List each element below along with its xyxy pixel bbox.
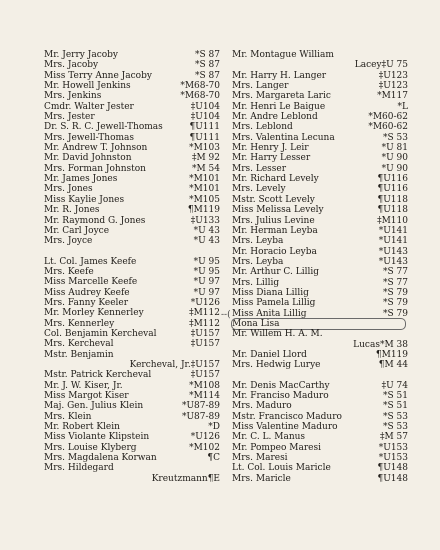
list-entry [232, 278, 408, 288]
entry-name: Mr. Robert Klein [44, 422, 120, 433]
list-entry [232, 91, 408, 101]
entry-name: Mr. Harry H. Langer [232, 70, 327, 81]
entry-name: Mrs. Fanny Keeler [44, 297, 129, 308]
entry-code: *U 95 [193, 266, 220, 277]
list-entry [44, 422, 220, 432]
entry-code: *M101 [189, 184, 220, 195]
list-entry [44, 288, 220, 298]
entry-name: Mrs. Leyba [232, 256, 284, 267]
entry-name: Mrs. Jewell-Thomas [44, 132, 135, 143]
entry-name: Mrs. Hildegard [44, 463, 114, 474]
list-entry [232, 102, 408, 112]
list-entry [44, 226, 220, 236]
entry-name: Mrs. Levely [232, 184, 286, 195]
entry-code: *M101 [189, 174, 220, 185]
entry-code: ‡U 75 [381, 60, 408, 71]
entry-code: ‡M112 [189, 318, 220, 329]
list-entry [44, 195, 220, 205]
entry-name: Miss Diana Lillig [232, 287, 309, 298]
entry-name: Dr. S. R. C. Jewell-Thomas [44, 122, 163, 133]
entry-code: ¶M119 [187, 205, 220, 216]
list-entry [232, 184, 408, 194]
entry-name: Mr. Montague William [232, 50, 334, 60]
entry-code: *S 79 [383, 298, 408, 309]
entry-code: ¶M 44 [378, 360, 408, 371]
list-entry [44, 474, 220, 484]
entry-code: *U 81 [381, 143, 408, 154]
list-entry [232, 401, 408, 411]
list-entry [44, 60, 220, 70]
list-entry [44, 102, 220, 112]
entry-code: *U126 [190, 297, 220, 308]
entry-name: Mr. Harry Lesser [232, 153, 311, 164]
entry-code: *U 90 [381, 163, 408, 174]
entry-name: Mrs. Maduro [232, 401, 292, 412]
entry-name: Mrs. Margareta Laric [232, 91, 331, 102]
entry-code: ‡U157 [190, 328, 220, 339]
entry-name: Miss Valentine Maduro [232, 422, 338, 433]
entry-code: *M105 [189, 194, 220, 205]
list-entry [44, 308, 220, 318]
entry-code: ‡M112 [189, 308, 220, 319]
entry-name: Mrs. Jones [44, 184, 93, 195]
list-entry [44, 71, 220, 81]
name-group [232, 381, 408, 484]
list-entry [232, 257, 408, 267]
right-column [232, 50, 408, 484]
pencil-margin-mark: --( [221, 310, 231, 320]
entry-name: Col. Benjamin Kercheval [44, 328, 157, 339]
entry-name: Mr. Franciso Maduro [232, 391, 329, 401]
list-entry [44, 122, 220, 132]
list-entry [44, 360, 220, 370]
list-entry [44, 329, 220, 339]
entry-name: Mrs. Leyba [232, 236, 284, 247]
list-entry [232, 71, 408, 81]
list-entry [44, 277, 220, 287]
entry-name: Mrs. Joyce [44, 236, 93, 247]
entry-name: Mr. J. W. Kiser, Jr. [44, 380, 123, 391]
entry-name: Miss Violante Klipstein [44, 432, 150, 443]
entry-name: Cmdr. Walter Jester [44, 101, 134, 112]
entry-name: Mr. Henri Le Baigue [232, 101, 326, 112]
entry-name: Mrs. Kercheval [44, 339, 114, 350]
entry-code: *U153 [378, 442, 408, 453]
list-entry [232, 422, 408, 432]
left-column [44, 50, 220, 484]
list-entry [232, 60, 408, 70]
entry-code: *U126 [190, 432, 220, 443]
entry-code: *M68-70 [180, 81, 220, 92]
list-entry [44, 164, 220, 174]
list-entry [232, 143, 408, 153]
entry-name: Mrs. Kennerley [44, 318, 115, 329]
entry-code: *U87-89 [181, 401, 220, 412]
entry-name: Maj. Gen. Julius Klein [44, 401, 144, 412]
list-entry [232, 381, 408, 391]
entry-name: Mrs. Forman Johnston [44, 163, 146, 174]
list-entry [44, 184, 220, 194]
entry-code: ¶C [207, 453, 220, 464]
entry-code: *M60-62 [368, 112, 408, 123]
entry-code: *S 53 [383, 411, 408, 422]
list-entry [44, 350, 220, 360]
entry-code: *U 43 [193, 225, 220, 236]
list-entry [44, 401, 220, 411]
entry-name: Lt. Col. James Keefe [44, 256, 137, 267]
list-entry [232, 216, 408, 226]
entry-code: *S 77 [383, 277, 408, 288]
entry-code: ‡U104 [190, 101, 220, 112]
list-entry [232, 112, 408, 122]
list-entry [44, 174, 220, 184]
entry-code: ¶U116 [377, 184, 408, 195]
list-entry [44, 257, 220, 267]
list-entry [232, 350, 408, 360]
list-entry [232, 247, 408, 257]
list-entry [232, 453, 408, 463]
entry-name: Mr. Denis MacCarthy [232, 380, 330, 391]
list-entry [44, 143, 220, 153]
list-entry [232, 133, 408, 143]
entry-code: *S 79 [383, 287, 408, 298]
entry-name: Mrs. Magdalena Korwan [44, 453, 157, 464]
list-entry [232, 474, 408, 484]
list-entry [44, 370, 220, 380]
entry-code: ‡U104 [190, 112, 220, 123]
list-entry [232, 195, 408, 205]
entry-name: Mr. Willem H. A. M. [232, 329, 323, 340]
entry-name: Lucas [353, 339, 380, 350]
list-entry [232, 443, 408, 453]
list-entry [44, 236, 220, 246]
list-entry [232, 236, 408, 246]
list-entry [44, 216, 220, 226]
entry-name: Miss Margot Kiser [44, 391, 129, 401]
entry-code: *U 43 [193, 236, 220, 247]
entry-name: Miss Terry Anne Jacoby [44, 70, 152, 81]
list-entry [44, 50, 220, 60]
name-group [44, 257, 220, 485]
entry-code: *M60-62 [368, 122, 408, 133]
entry-name: Mrs. Keefe [44, 266, 94, 277]
list-entry [44, 339, 220, 349]
entry-name: Mr. Pompeo Maresi [232, 442, 321, 453]
entry-name: Mrs. Jacoby [44, 60, 99, 71]
entry-code: *S 51 [383, 391, 408, 401]
entry-code: *L [397, 101, 408, 112]
entry-name: Miss Marcelle Keefe [44, 277, 138, 288]
entry-name: Kercheval, Jr. [129, 359, 191, 370]
list-entry [232, 329, 408, 339]
entry-code: *U143 [378, 256, 408, 267]
entry-code: ¶U148 [377, 473, 408, 484]
entry-code: ‡M 92 [191, 153, 220, 164]
entry-code: *U87-89 [181, 411, 220, 422]
list-entry [232, 226, 408, 236]
entry-code: ¶U116 [377, 174, 408, 185]
entry-name: Mrs. Jester [44, 112, 95, 123]
entry-code: ¶U118 [377, 205, 408, 216]
list-entry [44, 412, 220, 422]
entry-name: Mr. Andrew T. Johnson [44, 143, 148, 154]
list-entry [232, 288, 408, 298]
entry-name: Mrs. Langer [232, 81, 289, 92]
list-entry [232, 205, 408, 215]
entry-name: Lacey [354, 60, 382, 71]
entry-name: Mr. Andre Leblond [232, 112, 318, 123]
entry-code: ¶U118 [377, 194, 408, 205]
entry-code: *U141 [378, 236, 408, 247]
entry-name: Mr. Howell Jenkins [44, 81, 131, 92]
entry-code: *S 79 [383, 308, 408, 319]
entry-name: Miss Pamela Lillig [232, 298, 316, 309]
entry-code: *S 87 [195, 70, 220, 81]
entry-name: Mstr. Patrick Kercheval [44, 370, 152, 381]
list-entry [232, 267, 408, 277]
entry-code: ‡U157 [190, 359, 220, 370]
list-entry [232, 412, 408, 422]
entry-name: Mr. David Johnston [44, 153, 132, 164]
list-entry [232, 298, 408, 308]
entry-name: Mrs. Valentina Lecuna [232, 132, 335, 143]
entry-code: *M103 [189, 143, 220, 154]
entry-code: *S 87 [195, 60, 220, 71]
entry-code: *D [208, 422, 220, 433]
entry-name: Mrs. Lesser [232, 163, 287, 174]
list-entry [232, 309, 408, 319]
entry-code: *U 95 [193, 256, 220, 267]
entry-code: *M 38 [379, 339, 408, 350]
entry-name: Miss Kaylie Jones [44, 194, 125, 205]
entry-name: Mrs. Louise Klyberg [44, 442, 137, 453]
list-entry [232, 50, 408, 60]
list-entry [44, 443, 220, 453]
entry-name: Mona Lisa [232, 319, 405, 329]
entry-name: Mrs. Klein [44, 411, 92, 422]
entry-code: *U141 [378, 225, 408, 236]
list-entry [44, 91, 220, 101]
entry-code: *M 54 [191, 163, 220, 174]
entry-code: ‡U157 [190, 339, 220, 350]
entry-code: ‡U 74 [381, 380, 408, 391]
entry-code: *M102 [189, 442, 220, 453]
list-entry [232, 340, 408, 350]
entry-code: *M114 [189, 391, 220, 401]
list-entry [44, 298, 220, 308]
entry-name: Mrs. Hedwig Lurye [232, 360, 321, 371]
entry-code: ‡U157 [190, 370, 220, 381]
entry-code: ‡M110 [377, 215, 408, 226]
entry-name: Mrs. Julius Levine [232, 215, 315, 226]
entry-code: *M68-70 [180, 91, 220, 102]
list-entry [232, 360, 408, 370]
entry-code: *U143 [378, 246, 408, 257]
entry-name: Mr. Henry J. Leir [232, 143, 309, 154]
list-entry [44, 381, 220, 391]
entry-name: Miss Audrey Keefe [44, 287, 130, 298]
entry-name: Mr. Carl Joyce [44, 225, 110, 236]
list-entry [232, 153, 408, 163]
entry-name: Mrs. Lillig [232, 277, 280, 288]
entry-name: Miss Anita Lillig [232, 308, 307, 319]
entry-code: *U 97 [193, 277, 220, 288]
list-entry [44, 81, 220, 91]
entry-name: Mstr. Scott Levely [232, 194, 315, 205]
entry-code: *M108 [189, 380, 220, 391]
entry-code: *S 53 [383, 132, 408, 143]
entry-name: Mr. R. Jones [44, 205, 100, 216]
entry-name: Mr. Arthur C. Lillig [232, 267, 319, 278]
entry-name: Mr. James Jones [44, 174, 118, 185]
entry-code: *S 77 [383, 267, 408, 278]
entry-name: Mr. C. L. Manus [232, 432, 306, 443]
entry-name: Mstr. Francisco Maduro [232, 411, 342, 422]
entry-name: Mr. Daniel Llord [232, 349, 307, 360]
list-entry [44, 453, 220, 463]
list-entry [44, 133, 220, 143]
entry-name: Mr. Horacio Leyba [232, 246, 317, 257]
entry-name: Mr. Raymond G. Jones [44, 215, 146, 226]
entry-name: Mstr. Benjamin [44, 349, 114, 360]
entry-name: Mrs. Maresi [232, 453, 288, 464]
entry-code: *M117 [377, 91, 408, 102]
list-entry [232, 319, 408, 329]
entry-code: *U153 [378, 453, 408, 464]
name-group [232, 50, 408, 371]
list-entry [44, 463, 220, 473]
entry-name: Mr. Herman Leyba [232, 225, 318, 236]
entry-code: *U 97 [193, 287, 220, 298]
list-entry [232, 463, 408, 473]
list-entry [44, 267, 220, 277]
entry-code: ¶E [207, 473, 220, 484]
entry-code: *S 53 [383, 422, 408, 433]
entry-name: Mrs. Jenkins [44, 91, 102, 102]
entry-code: ‡U133 [190, 215, 220, 226]
list-entry [44, 205, 220, 215]
list-entry [232, 174, 408, 184]
entry-name: Lt. Col. Louis Maricle [232, 463, 331, 474]
list-entry [232, 391, 408, 401]
list-entry [232, 122, 408, 132]
list-entry [44, 432, 220, 442]
entry-name: Miss Melissa Levely [232, 205, 324, 216]
list-entry [44, 112, 220, 122]
list-entry [232, 81, 408, 91]
entry-name: Mrs. Leblond [232, 122, 293, 133]
entry-code: ¶U111 [189, 132, 220, 143]
entry-name: Mr. Richard Levely [232, 174, 319, 185]
entry-code: ¶U111 [189, 122, 220, 133]
entry-code: *S 51 [383, 401, 408, 412]
entry-code: *S 87 [195, 50, 220, 60]
entry-name: Mr. Morley Kennerley [44, 308, 144, 319]
list-entry [232, 432, 408, 442]
list-entry [44, 153, 220, 163]
entry-name: Mrs. Maricle [232, 473, 291, 484]
name-group [44, 50, 220, 247]
list-entry [232, 164, 408, 174]
entry-code: ¶U148 [377, 463, 408, 474]
entry-code: *U 90 [381, 153, 408, 164]
list-entry [44, 319, 220, 329]
entry-name: Mr. Jerry Jacoby [44, 50, 119, 60]
entry-code: ‡U123 [378, 81, 408, 92]
entry-name: Kreutzmann [151, 473, 208, 484]
entry-code: ‡M 57 [379, 432, 408, 443]
entry-code: ‡U123 [378, 70, 408, 81]
list-entry [44, 391, 220, 401]
entry-code: ¶M119 [375, 349, 408, 360]
